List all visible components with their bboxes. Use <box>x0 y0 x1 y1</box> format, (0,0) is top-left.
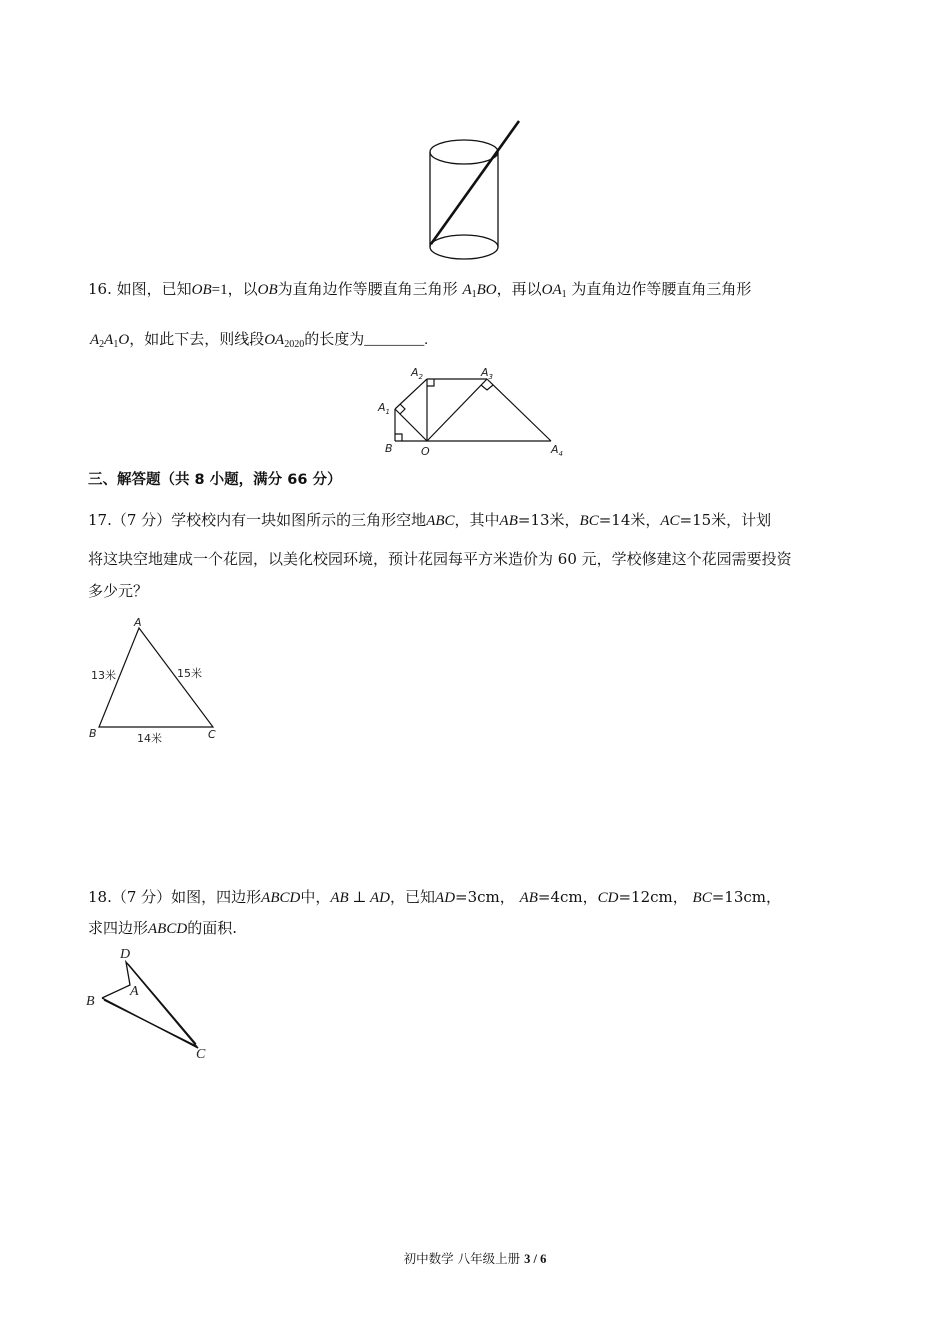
cylinder-figure <box>420 115 530 265</box>
q17-text: =15米，计划 <box>679 511 772 529</box>
label-c: C <box>208 728 216 741</box>
q18-line2 <box>88 917 237 940</box>
q17-text: （7 分）学校校内有一块如图所示的三角形空地 <box>111 511 427 529</box>
label-a1: $A_1$ <box>378 401 390 416</box>
q17-text: =13米， <box>517 511 580 529</box>
q18-text: =3cm， <box>455 888 515 906</box>
page-number: 3 / 6 <box>524 1252 547 1266</box>
q16-math: $OA_1$ <box>541 282 567 300</box>
label-o: O <box>421 445 430 458</box>
q18-text: （7 分）如图，四边形 <box>111 888 262 906</box>
q16-text: 的长度为 <box>304 330 365 348</box>
q16-text: 如图，已知 <box>116 280 192 298</box>
q18-text: =4cm， <box>537 888 598 906</box>
label-d: D <box>120 947 131 962</box>
q17-line2: 将这块空地建成一个花园，以美化校园环境，预计花园每平方米造价为 60 元，学校修建这个花园需要投资 <box>88 550 792 568</box>
q18-quadrilateral-figure <box>82 940 222 1070</box>
q16-text: 为直角边作等腰直角三角形 <box>277 280 458 298</box>
label-a3: $A_3$ <box>481 366 493 381</box>
label-a4: $A_4$ <box>551 443 563 458</box>
q16-math: $A_2A_1O$ <box>90 332 130 350</box>
section-heading: 三、解答题（共 8 小题，满分 66 分） <box>88 472 342 488</box>
footer-text: 初中数学 八年级上册 <box>403 1251 521 1266</box>
q16-text: ，如此下去，则线段 <box>129 330 265 348</box>
q17-math: AB <box>499 513 518 529</box>
q18-math: AB ⊥ AD <box>330 890 391 906</box>
label-a: A <box>130 984 139 999</box>
outline-b-c-d <box>102 962 198 1048</box>
q16-text: ，以 <box>227 280 258 298</box>
side-ac-label: 15米 <box>177 667 202 680</box>
q17-math: AC <box>660 513 680 529</box>
cylinder-rod <box>431 121 519 244</box>
label-c: C <box>196 1047 206 1062</box>
q16-math: $OA_{2020}$ <box>264 332 305 350</box>
q18-text: =13cm， <box>711 888 781 906</box>
q18-text: 的面积. <box>187 919 237 937</box>
side-bc-label: 14米 <box>137 732 162 745</box>
q18-number: 18. <box>88 888 112 906</box>
q18-math: ABCD <box>261 890 301 906</box>
label-b: B <box>89 727 97 740</box>
label-b: B <box>86 994 95 1009</box>
q17-line1 <box>88 509 771 532</box>
q17-triangle-figure <box>85 615 225 745</box>
q16-line2 <box>90 328 428 356</box>
q16-line1 <box>88 278 751 306</box>
right-angle-mark-a2 <box>427 379 434 386</box>
q17-math: ABC <box>426 513 455 529</box>
q16-number: 16. <box>88 280 112 298</box>
segment-bc-inner <box>104 1000 196 1046</box>
label-a: A <box>134 616 142 629</box>
cylinder-top-ellipse <box>430 140 498 164</box>
q17-text: =14米， <box>598 511 661 529</box>
q17-number: 17. <box>88 511 112 529</box>
q18-math: CD <box>597 890 619 906</box>
page-footer <box>0 1248 950 1270</box>
q16-text: ，再以 <box>496 280 542 298</box>
q18-text: 求四边形 <box>88 919 149 937</box>
q16-figure <box>375 365 575 460</box>
cylinder-bottom-ellipse <box>430 235 498 259</box>
q18-text: 中， <box>300 888 331 906</box>
q17-line3: 多少元？ <box>88 582 149 600</box>
segment-a3a4 <box>487 379 551 441</box>
q18-text: ，已知 <box>390 888 436 906</box>
answer-blank: ________. <box>364 332 428 348</box>
side-ab-label: 13米 <box>91 669 116 682</box>
right-angle-mark-a1 <box>400 404 405 414</box>
q16-math: OB <box>257 282 278 298</box>
label-b: B <box>385 442 393 455</box>
q18-math: BC <box>692 890 712 906</box>
label-a2: $A_2$ <box>411 366 423 381</box>
q16-math: =1 <box>211 282 228 298</box>
segment-oa3 <box>427 379 487 441</box>
q18-math: ABCD <box>148 921 188 937</box>
right-angle-mark-b <box>395 434 402 441</box>
q18-math: AD <box>435 890 456 906</box>
q16-math: OB <box>191 282 212 298</box>
segment-dc-inner <box>128 964 196 1044</box>
q18-text: =12cm， <box>618 888 688 906</box>
right-angle-mark-a3 <box>481 385 493 390</box>
q18-math: AB <box>519 890 538 906</box>
q16-math: $A_1BO$ <box>462 282 497 300</box>
q17-text: ，其中 <box>454 511 500 529</box>
q17-math: BC <box>579 513 599 529</box>
q18-line1 <box>88 886 781 909</box>
q16-text: 为直角边作等腰直角三角形 <box>571 280 752 298</box>
